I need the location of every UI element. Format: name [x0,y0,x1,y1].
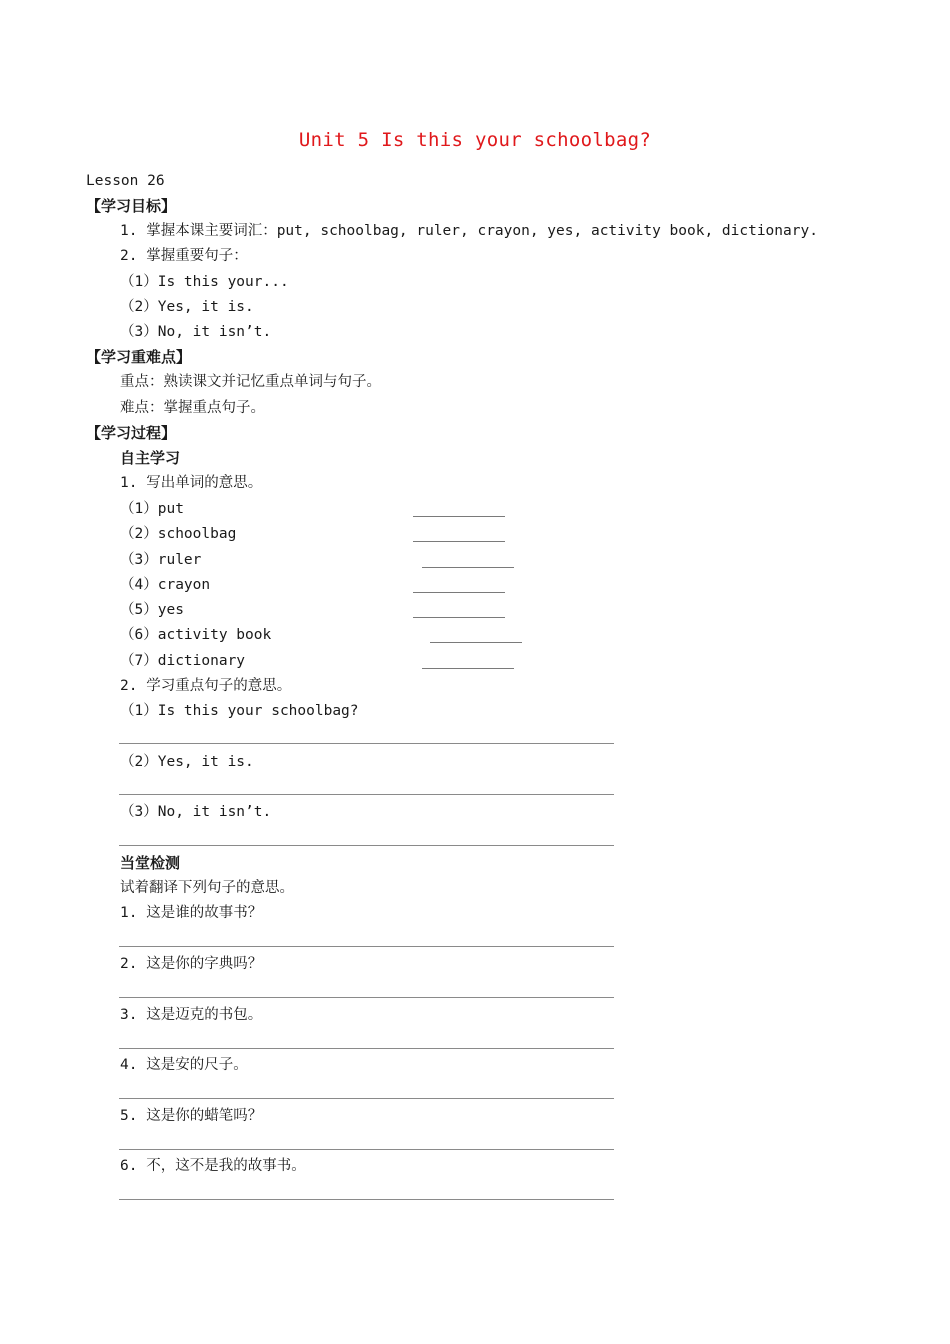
test-item: 2. 这是你的字典吗？ [120,956,263,972]
test-answer-line[interactable] [119,946,614,947]
key-point-item: 重点：熟读课文并记忆重点单词与句子。 [120,374,381,390]
sentence-answer-line[interactable] [119,845,614,846]
objective-item: （2）Yes, it is. [120,299,254,315]
objective-item: （1）Is this your... [120,274,289,290]
task1-instruction: 1. 写出单词的意思。 [120,475,263,491]
word-item: （6）activity book [120,627,272,643]
test-item: 5. 这是你的蜡笔吗？ [120,1108,263,1124]
word-item: （2）schoolbag [120,526,237,542]
word-item: （1）put [120,501,184,517]
sentence-item: （2）Yes, it is. [120,754,254,770]
test-item: 4. 这是安的尺子。 [120,1057,248,1073]
word-item: （4）crayon [120,577,211,593]
word-item: （3）ruler [120,552,202,568]
page-title: Unit 5 Is this your schoolbag? [298,129,652,151]
sentence-answer-line[interactable] [119,743,614,744]
objectives-heading: 【学习目标】 [86,197,177,215]
objective-item: 1. 掌握本课主要词汇：put, schoolbag, ruler, crayon, yes, activity book, dictionary. [120,223,818,239]
task2-instruction: 2. 学习重点句子的意思。 [120,678,292,694]
test-answer-line[interactable] [119,1048,614,1049]
test-heading: 当堂检测 [120,854,181,872]
word-answer-blank[interactable] [430,642,522,643]
word-item: （7）dictionary [120,653,246,669]
self-study-heading: 自主学习 [120,449,181,467]
test-instruction: 试着翻译下列句子的意思。 [120,880,294,896]
objective-item: 2. 掌握重要句子： [120,248,248,264]
word-answer-blank[interactable] [422,668,514,669]
word-item: （5）yes [120,602,184,618]
key-point-item: 难点：掌握重点句子。 [120,400,265,416]
test-answer-line[interactable] [119,1199,614,1200]
test-item: 1. 这是谁的故事书？ [120,905,263,921]
word-answer-blank[interactable] [413,541,505,542]
sentence-item: （3）No, it isn’t. [120,804,272,820]
test-answer-line[interactable] [119,997,614,998]
lesson-label: Lesson 26 [86,173,165,189]
word-answer-blank[interactable] [413,592,505,593]
test-item: 6. 不，这不是我的故事书。 [120,1158,306,1174]
sentence-answer-line[interactable] [119,794,614,795]
process-heading: 【学习过程】 [86,424,177,442]
test-answer-line[interactable] [119,1149,614,1150]
objective-item: （3）No, it isn’t. [120,324,272,340]
word-answer-blank[interactable] [413,516,505,517]
test-item: 3. 这是迈克的书包。 [120,1007,263,1023]
sentence-item: （1）Is this your schoolbag? [120,703,359,719]
key-points-heading: 【学习重难点】 [86,348,192,366]
test-answer-line[interactable] [119,1098,614,1099]
word-answer-blank[interactable] [422,567,514,568]
word-answer-blank[interactable] [413,617,505,618]
